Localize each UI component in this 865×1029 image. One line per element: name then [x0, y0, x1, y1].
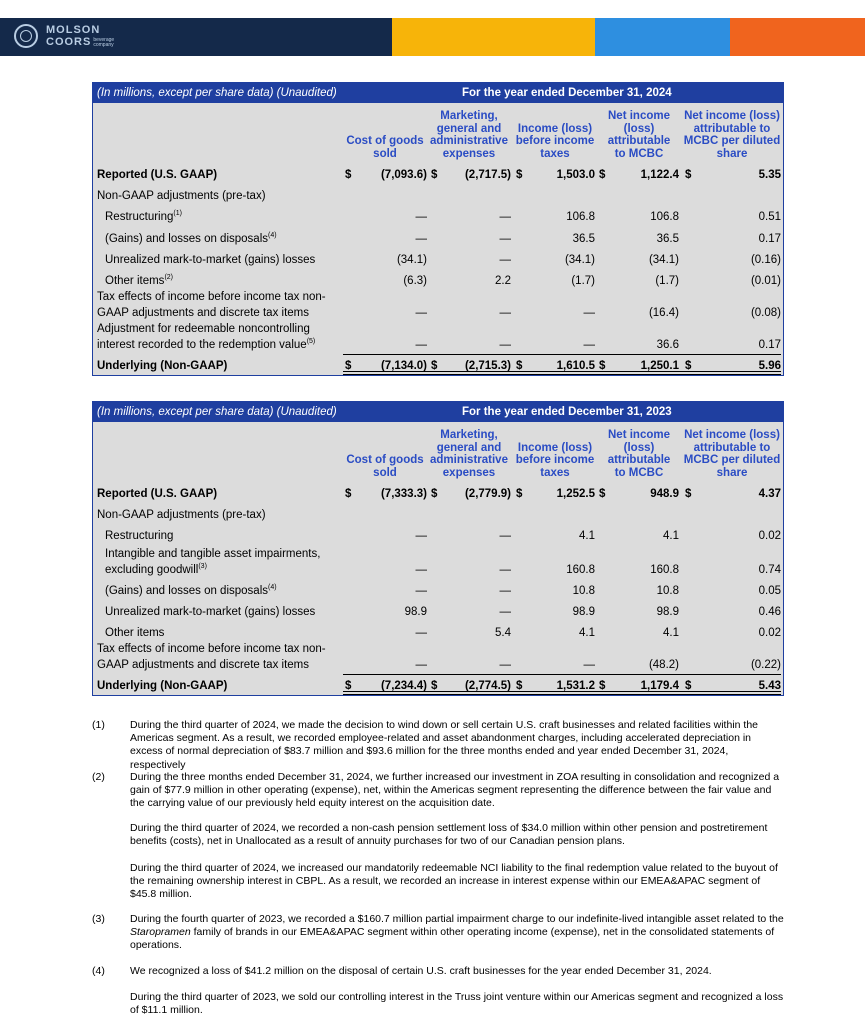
row-label — [105, 272, 355, 287]
brand-banner — [0, 18, 865, 56]
column-header: Net income (loss) attributable to MCBC per diluted share — [683, 110, 781, 160]
row-footnote-ref: (4) — [268, 231, 277, 239]
cell-value: — — [499, 606, 511, 618]
cell-value: 0.17 — [758, 339, 781, 351]
row-label-text: Non-GAAP adjustments (pre-tax) — [97, 189, 266, 202]
total-double-rule — [343, 371, 781, 375]
cell-value: — — [499, 659, 511, 671]
row-label — [97, 677, 347, 692]
row-label — [105, 527, 355, 542]
cell-value: 1,531.2 — [556, 680, 595, 692]
cell-value: (34.1) — [564, 254, 595, 266]
footnote-text: During the third quarter of 2024, we recorded a non-cash pension settlement loss of $34.0 million within other pension and postretirement benefits (costs), net in Unallocated as a result of annuity purchases for two of our Canadian pension plans. — [130, 822, 768, 848]
footnote-text: During the third quarter of 2024, we made the decision to wind down or sell certain U.S. craft businesses and related facilities within the Americas segment. As a result, we recorded employee-related and asset abandonment charges, including accelerated depreciation in excess of normal depreciation of $83.7 million and $93.6 million for the three months ended and year ended December 31, 2024, respectively — [130, 719, 759, 771]
total-rule — [343, 674, 781, 675]
row-label — [97, 485, 347, 500]
column-header: Marketing, general and administrative expenses — [430, 110, 508, 160]
cell-value: 98.9 — [404, 606, 427, 618]
cell-value: — — [583, 339, 595, 351]
cell-value: (0.22) — [750, 659, 781, 671]
banner-segment-orange — [730, 18, 865, 56]
table-period: For the year ended December 31, 2023 — [462, 406, 672, 418]
cell-value: 5.4 — [495, 627, 511, 639]
dollar-sign: $ — [431, 169, 438, 181]
cell-value: 4.1 — [663, 627, 679, 639]
cell-value: (48.2) — [648, 659, 679, 671]
dollar-sign: $ — [685, 488, 692, 500]
row-label — [97, 506, 347, 521]
cell-value: 0.05 — [758, 585, 781, 597]
table-row — [93, 524, 783, 545]
row-label-text: (Gains) and losses on disposals — [105, 584, 268, 597]
table-row — [93, 545, 783, 579]
table-row — [93, 205, 783, 226]
cell-value: — — [415, 564, 427, 576]
dollar-sign: $ — [345, 680, 352, 692]
cell-value: — — [499, 564, 511, 576]
dollar-sign: $ — [516, 360, 523, 372]
dollar-sign: $ — [685, 169, 692, 181]
total-rule — [343, 354, 781, 355]
row-label-text: Unrealized mark-to-market (gains) losses — [105, 253, 316, 266]
logo-emblem-icon — [14, 24, 38, 48]
column-header: Income (loss) before income taxes — [515, 441, 595, 479]
row-label-text: Restructuring — [105, 529, 174, 542]
cell-value: (16.4) — [648, 307, 679, 319]
table-row — [93, 322, 783, 354]
table-period: For the year ended December 31, 2024 — [462, 87, 672, 99]
row-label-text: Underlying (Non-GAAP) — [97, 359, 228, 372]
cell-value: — — [499, 530, 511, 542]
cell-value: 0.51 — [758, 211, 781, 223]
column-headers — [93, 103, 783, 162]
row-label — [97, 643, 337, 671]
cell-value: — — [499, 307, 511, 319]
cell-value: 0.74 — [758, 564, 781, 576]
cell-value: (6.3) — [403, 275, 427, 287]
table-row — [93, 600, 783, 621]
row-label-text: Intangible and tangible asset impairments, excluding goodwill — [105, 548, 321, 576]
footnote-number: (2) — [92, 771, 105, 783]
cell-value: 1,610.5 — [556, 360, 595, 372]
dollar-sign: $ — [345, 169, 352, 181]
table-row — [93, 290, 783, 322]
cell-value: — — [415, 659, 427, 671]
banner-segment-blue — [595, 18, 730, 56]
row-label-text: Non-GAAP adjustments (pre-tax) — [97, 508, 266, 521]
cell-value: 10.8 — [572, 585, 595, 597]
cell-value: — — [499, 585, 511, 597]
banner-segment-yellow — [392, 18, 595, 56]
cell-value: (2,779.9) — [464, 488, 511, 500]
cell-value: 10.8 — [656, 585, 679, 597]
row-label — [105, 603, 355, 618]
table-row — [93, 184, 783, 205]
row-label-text: Other items — [105, 626, 165, 639]
row-label-text: Underlying (Non-GAAP) — [97, 679, 228, 692]
footnote-text: We recognized a loss of $41.2 million on the disposal of certain U.S. craft businesses for the year ended December 31, 2024. — [130, 965, 712, 977]
row-footnote-ref: (2) — [164, 273, 173, 281]
row-label-text: Tax effects of income before income tax non-GAAP adjustments and discrete tax items — [97, 643, 326, 671]
table-row — [93, 269, 783, 290]
logo-line1: MOLSON — [46, 24, 101, 36]
column-header: Cost of goods sold — [346, 135, 424, 160]
cell-value: 2.2 — [495, 275, 511, 287]
cell-value: — — [415, 530, 427, 542]
column-header: Income (loss) before income taxes — [515, 122, 595, 160]
table-units-note: (In millions, except per share data) (Unaudited) — [97, 87, 337, 99]
cell-value: (2,774.5) — [464, 680, 511, 692]
cell-value: — — [499, 254, 511, 266]
cell-value: (34.1) — [396, 254, 427, 266]
cell-value: 1,250.1 — [640, 360, 679, 372]
cell-value: 1,503.0 — [556, 169, 595, 181]
cell-value: (7,093.6) — [380, 169, 427, 181]
row-label-text: Unrealized mark-to-market (gains) losses — [105, 605, 316, 618]
cell-value: 98.9 — [572, 606, 595, 618]
cell-value: (0.01) — [750, 275, 781, 287]
column-header: Marketing, general and administrative expenses — [430, 429, 508, 479]
reconciliation-table-2024 — [92, 82, 784, 376]
row-label — [105, 230, 355, 245]
dollar-sign: $ — [599, 169, 606, 181]
dollar-sign: $ — [516, 169, 523, 181]
row-label-text: Adjustment for redeemable noncontrolling interest recorded to the redemption value — [97, 323, 310, 351]
table-row — [93, 226, 783, 248]
cell-value: 5.43 — [758, 680, 781, 692]
cell-value: 36.5 — [572, 233, 595, 245]
cell-value: (34.1) — [648, 254, 679, 266]
footnote-number: (4) — [92, 965, 105, 977]
row-label-text: Reported (U.S. GAAP) — [97, 168, 218, 181]
row-label-text: (Gains) and losses on disposals — [105, 232, 268, 245]
footnote-text: During the third quarter of 2024, we increased our mandatorily redeemable NCI liability to the final redemption value related to the buyout of the remaining ownership interest in CBPL. As a result, we recorded an increase in interest expense within our EMEA&APAC segment of $45.8 million. — [130, 862, 778, 901]
table-header-bar — [93, 83, 783, 103]
dollar-sign: $ — [516, 488, 523, 500]
row-label-text: Reported (U.S. GAAP) — [97, 487, 218, 500]
cell-value: (7,333.3) — [380, 488, 427, 500]
table-row — [93, 248, 783, 269]
footnote-number: (1) — [92, 719, 105, 731]
cell-value: (2,715.3) — [464, 360, 511, 372]
row-label — [97, 357, 347, 372]
logo-line2: COORS — [46, 36, 92, 48]
dollar-sign: $ — [516, 680, 523, 692]
row-label — [97, 166, 347, 181]
row-label — [105, 624, 355, 639]
cell-value: 1,122.4 — [640, 169, 679, 181]
table-row — [93, 621, 783, 642]
table-units-note: (In millions, except per share data) (Unaudited) — [97, 406, 337, 418]
cell-value: 160.8 — [566, 564, 595, 576]
table-row — [93, 579, 783, 600]
row-label-text: Tax effects of income before income tax non-GAAP adjustments and discrete tax items — [97, 291, 326, 319]
dollar-sign: $ — [345, 360, 352, 372]
cell-value: (1.7) — [571, 275, 595, 287]
dollar-sign: $ — [345, 488, 352, 500]
column-header: Net income (loss) attributable to MCBC — [607, 110, 671, 160]
footnote-number: (3) — [92, 913, 105, 925]
cell-value: 0.02 — [758, 530, 781, 542]
cell-value: — — [415, 585, 427, 597]
cell-value: 0.46 — [758, 606, 781, 618]
table-row — [93, 674, 783, 695]
cell-value: 0.17 — [758, 233, 781, 245]
cell-value: 106.8 — [650, 211, 679, 223]
cell-value: (7,234.4) — [380, 680, 427, 692]
row-label — [97, 323, 337, 351]
logo-tagline: beverage company — [93, 37, 115, 48]
row-label — [105, 251, 355, 266]
row-footnote-ref: (4) — [268, 583, 277, 591]
dollar-sign: $ — [685, 680, 692, 692]
row-label — [97, 187, 347, 202]
molson-coors-logo — [14, 24, 117, 48]
cell-value: — — [499, 211, 511, 223]
cell-value: (0.08) — [750, 307, 781, 319]
row-footnote-ref: (3) — [198, 562, 207, 570]
cell-value: — — [415, 339, 427, 351]
cell-value: 5.35 — [758, 169, 781, 181]
table-header-bar — [93, 402, 783, 422]
row-label-text: Restructuring — [105, 210, 174, 223]
brand-name: Staropramen — [130, 926, 191, 939]
cell-value: 36.5 — [656, 233, 679, 245]
cell-value: (2,717.5) — [464, 169, 511, 181]
cell-value: 5.96 — [758, 360, 781, 372]
column-headers — [93, 422, 783, 481]
cell-value: 4.1 — [579, 627, 595, 639]
cell-value: 98.9 — [656, 606, 679, 618]
reconciliation-table-2023 — [92, 401, 784, 696]
table-row — [93, 481, 783, 503]
cell-value: (1.7) — [655, 275, 679, 287]
dollar-sign: $ — [599, 360, 606, 372]
cell-value: — — [583, 659, 595, 671]
dollar-sign: $ — [431, 488, 438, 500]
cell-value: 106.8 — [566, 211, 595, 223]
cell-value: (7,134.0) — [380, 360, 427, 372]
column-header: Net income (loss) attributable to MCBC per diluted share — [683, 429, 781, 479]
total-double-rule — [343, 691, 781, 695]
row-footnote-ref: (5) — [306, 337, 316, 345]
row-label — [105, 208, 355, 223]
footnote-text: During the fourth quarter of 2023, we recorded a $160.7 million partial impairment charge to our indefinite-lived intangible asset related to the Staropramen family of brands in our EMEA&APAC segment within other operating income (expense), net in the consolidated statements of operations. — [130, 913, 784, 952]
dollar-sign: $ — [685, 360, 692, 372]
cell-value: — — [415, 233, 427, 245]
row-label — [105, 548, 355, 576]
cell-value: — — [499, 233, 511, 245]
dollar-sign: $ — [431, 680, 438, 692]
row-label-text: Other items — [105, 274, 165, 287]
cell-value: — — [583, 307, 595, 319]
cell-value: (0.16) — [750, 254, 781, 266]
cell-value: — — [415, 307, 427, 319]
table-row — [93, 354, 783, 375]
table-row — [93, 162, 783, 184]
cell-value: 160.8 — [650, 564, 679, 576]
row-label — [105, 582, 355, 597]
column-header: Cost of goods sold — [346, 454, 424, 479]
row-label — [97, 291, 337, 319]
table-row — [93, 503, 783, 524]
dollar-sign: $ — [599, 680, 606, 692]
footnote-text: During the three months ended December 31, 2024, we further increased our investment in ZOA resulting in consolidation and recognized a gain of $77.9 million in other operating (expense), net, within the Americas segment representing the difference between the fair value and the carrying value of our previously held equity interest on the acquisition date. — [130, 771, 780, 810]
row-footnote-ref: (1) — [173, 209, 182, 217]
footnote-text: During the third quarter of 2023, we sold our controlling interest in the Truss joint venture within our Americas segment and recognized a loss of $11.1 million. — [130, 991, 784, 1017]
cell-value: 4.1 — [579, 530, 595, 542]
cell-value: — — [415, 627, 427, 639]
table-row — [93, 642, 783, 674]
cell-value: 1,179.4 — [640, 680, 679, 692]
cell-value: 36.6 — [656, 339, 679, 351]
cell-value: — — [415, 211, 427, 223]
cell-value: 0.02 — [758, 627, 781, 639]
cell-value: 948.9 — [650, 488, 679, 500]
dollar-sign: $ — [599, 488, 606, 500]
cell-value: 4.1 — [663, 530, 679, 542]
cell-value: — — [499, 339, 511, 351]
dollar-sign: $ — [431, 360, 438, 372]
column-header: Net income (loss) attributable to MCBC — [607, 429, 671, 479]
cell-value: 4.37 — [758, 488, 781, 500]
cell-value: 1,252.5 — [556, 488, 595, 500]
